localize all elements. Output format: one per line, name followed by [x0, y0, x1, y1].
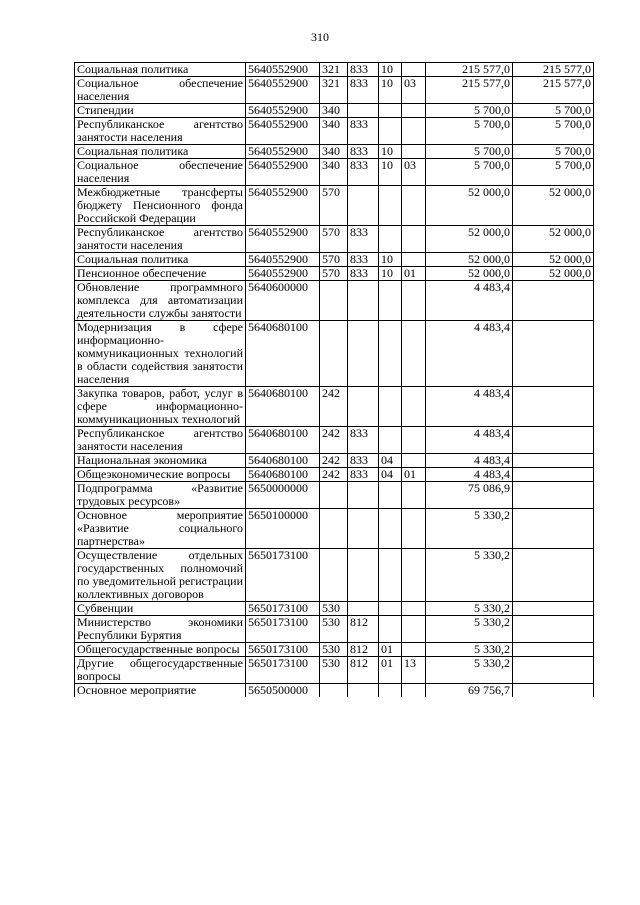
subsection-code [402, 387, 426, 427]
amount-first-year: 52 000,0 [426, 267, 513, 281]
amount-first-year: 5 330,2 [426, 643, 513, 657]
expense-type-code [320, 684, 348, 698]
expense-type-code [320, 482, 348, 509]
amount-first-year: 69 756,7 [426, 684, 513, 698]
expense-type-code [320, 549, 348, 602]
item-name: Социальное обеспечение населения [75, 159, 246, 186]
expense-type-code: 530 [320, 643, 348, 657]
subsection-code [402, 549, 426, 602]
expense-type-code [320, 509, 348, 549]
target-article-code: 5650173100 [246, 616, 320, 643]
item-name: Социальная политика [75, 253, 246, 267]
amount-second-year [513, 387, 594, 427]
table-row [75, 281, 594, 321]
amount-second-year: 5 700,0 [513, 145, 594, 159]
item-name: Республиканское агентство занятости населения [75, 226, 246, 253]
item-name: Пенсионное обеспечение [75, 267, 246, 281]
target-article-code: 5650173100 [246, 643, 320, 657]
target-article-code: 5650000000 [246, 482, 320, 509]
item-name: Другие общегосударственные вопросы [75, 657, 246, 684]
administrator-code [348, 509, 379, 549]
amount-first-year: 5 700,0 [426, 118, 513, 145]
table-row [75, 267, 594, 281]
subsection-code [402, 602, 426, 616]
amount-first-year: 52 000,0 [426, 186, 513, 226]
subsection-code: 03 [402, 77, 426, 104]
target-article-code: 5650500000 [246, 684, 320, 698]
table-row [75, 159, 594, 186]
table-row [75, 509, 594, 549]
table-row [75, 387, 594, 427]
table-row [75, 77, 594, 104]
section-code [379, 104, 402, 118]
amount-first-year: 5 330,2 [426, 616, 513, 643]
subsection-code [402, 509, 426, 549]
administrator-code: 812 [348, 616, 379, 643]
administrator-code [348, 186, 379, 226]
expense-type-code: 530 [320, 657, 348, 684]
target-article-code: 5640680100 [246, 454, 320, 468]
table-row [75, 602, 594, 616]
table-row [75, 226, 594, 253]
amount-second-year [513, 482, 594, 509]
item-name: Основное мероприятие «Развитие социального партнерства» [75, 509, 246, 549]
target-article-code: 5650100000 [246, 509, 320, 549]
target-article-code: 5640552900 [246, 226, 320, 253]
administrator-code: 833 [348, 267, 379, 281]
target-article-code: 5650173100 [246, 657, 320, 684]
section-code: 10 [379, 159, 402, 186]
amount-second-year: 52 000,0 [513, 267, 594, 281]
subsection-code [402, 321, 426, 387]
table-row [75, 427, 594, 454]
target-article-code: 5640680100 [246, 387, 320, 427]
amount-second-year [513, 616, 594, 643]
item-name: Субвенции [75, 602, 246, 616]
section-code: 10 [379, 77, 402, 104]
amount-second-year [513, 468, 594, 482]
item-name: Общеэкономические вопросы [75, 468, 246, 482]
section-code: 04 [379, 454, 402, 468]
target-article-code: 5650173100 [246, 602, 320, 616]
amount-first-year: 4 483,4 [426, 427, 513, 454]
amount-first-year: 4 483,4 [426, 321, 513, 387]
administrator-code: 833 [348, 77, 379, 104]
expense-type-code: 242 [320, 454, 348, 468]
item-name: Республиканское агентство занятости населения [75, 118, 246, 145]
item-name: Министерство экономики Республики Бурятия [75, 616, 246, 643]
amount-second-year [513, 427, 594, 454]
section-code [379, 549, 402, 602]
table-row [75, 643, 594, 657]
subsection-code [402, 104, 426, 118]
target-article-code: 5640552900 [246, 63, 320, 77]
administrator-code: 833 [348, 159, 379, 186]
target-article-code: 5640680100 [246, 468, 320, 482]
section-code: 04 [379, 468, 402, 482]
amount-first-year: 5 330,2 [426, 657, 513, 684]
amount-first-year: 75 086,9 [426, 482, 513, 509]
target-article-code: 5640552900 [246, 186, 320, 226]
amount-second-year [513, 549, 594, 602]
item-name: Межбюджетные трансферты бюджету Пенсионного фонда Российской Федерации [75, 186, 246, 226]
target-article-code: 5650173100 [246, 549, 320, 602]
target-article-code: 5640552900 [246, 104, 320, 118]
amount-second-year [513, 602, 594, 616]
amount-first-year: 5 330,2 [426, 602, 513, 616]
subsection-code: 13 [402, 657, 426, 684]
table-row [75, 482, 594, 509]
target-article-code: 5640552900 [246, 267, 320, 281]
expense-type-code: 340 [320, 118, 348, 145]
amount-first-year: 5 330,2 [426, 509, 513, 549]
section-code: 10 [379, 145, 402, 159]
expense-type-code: 242 [320, 468, 348, 482]
subsection-code: 03 [402, 159, 426, 186]
table-row [75, 657, 594, 684]
administrator-code: 833 [348, 145, 379, 159]
subsection-code [402, 616, 426, 643]
expense-type-code: 570 [320, 186, 348, 226]
subsection-code [402, 253, 426, 267]
amount-first-year: 4 483,4 [426, 468, 513, 482]
table-row [75, 468, 594, 482]
section-code: 01 [379, 657, 402, 684]
subsection-code [402, 482, 426, 509]
amount-second-year: 5 700,0 [513, 159, 594, 186]
item-name: Закупка товаров, работ, услуг в сфере информационно-коммуникационных технологий [75, 387, 246, 427]
page-number: 310 [311, 30, 329, 44]
item-name: Обновление программного комплекса для автоматизации деятельности службы занятости [75, 281, 246, 321]
administrator-code: 833 [348, 427, 379, 454]
expense-type-code: 570 [320, 253, 348, 267]
table-row [75, 549, 594, 602]
subsection-code [402, 63, 426, 77]
target-article-code: 5640552900 [246, 253, 320, 267]
section-code: 10 [379, 63, 402, 77]
section-code [379, 186, 402, 226]
item-name: Подпрограмма «Развитие трудовых ресурсов» [75, 482, 246, 509]
administrator-code [348, 602, 379, 616]
amount-first-year: 52 000,0 [426, 226, 513, 253]
target-article-code: 5640552900 [246, 118, 320, 145]
administrator-code [348, 549, 379, 602]
expense-type-code: 530 [320, 616, 348, 643]
amount-second-year [513, 509, 594, 549]
amount-first-year: 5 700,0 [426, 159, 513, 186]
table-row [75, 253, 594, 267]
amount-first-year: 4 483,4 [426, 281, 513, 321]
expense-type-code: 242 [320, 427, 348, 454]
section-code: 01 [379, 643, 402, 657]
item-name: Модернизация в сфере информационно-коммуникационных технологий в области содействия занятости населения [75, 321, 246, 387]
subsection-code: 01 [402, 267, 426, 281]
expense-type-code: 340 [320, 145, 348, 159]
administrator-code: 833 [348, 118, 379, 145]
amount-second-year [513, 321, 594, 387]
amount-first-year: 5 700,0 [426, 145, 513, 159]
item-name: Стипендии [75, 104, 246, 118]
administrator-code: 833 [348, 63, 379, 77]
amount-second-year [513, 657, 594, 684]
section-code [379, 616, 402, 643]
item-name: Национальная экономика [75, 454, 246, 468]
subsection-code [402, 118, 426, 145]
amount-second-year [513, 281, 594, 321]
section-code [379, 602, 402, 616]
target-article-code: 5640552900 [246, 145, 320, 159]
item-name: Социальная политика [75, 63, 246, 77]
section-code [379, 387, 402, 427]
section-code [379, 321, 402, 387]
budget-table [74, 62, 594, 697]
section-code [379, 226, 402, 253]
table-row [75, 454, 594, 468]
administrator-code: 833 [348, 468, 379, 482]
section-code: 10 [379, 267, 402, 281]
item-name: Республиканское агентство занятости населения [75, 427, 246, 454]
target-article-code: 5640680100 [246, 321, 320, 387]
expense-type-code: 340 [320, 104, 348, 118]
subsection-code [402, 643, 426, 657]
administrator-code [348, 387, 379, 427]
amount-first-year: 5 330,2 [426, 549, 513, 602]
subsection-code [402, 145, 426, 159]
table-row [75, 616, 594, 643]
item-name: Общегосударственные вопросы [75, 643, 246, 657]
amount-second-year: 52 000,0 [513, 253, 594, 267]
table-row [75, 145, 594, 159]
amount-first-year: 5 700,0 [426, 104, 513, 118]
amount-second-year: 215 577,0 [513, 77, 594, 104]
amount-second-year: 52 000,0 [513, 186, 594, 226]
section-code [379, 684, 402, 698]
section-code [379, 427, 402, 454]
administrator-code [348, 321, 379, 387]
administrator-code: 833 [348, 253, 379, 267]
subsection-code [402, 427, 426, 454]
item-name: Осуществление отдельных государственных полномочий по уведомительной регистрации коллективных договоров [75, 549, 246, 602]
target-article-code: 5640680100 [246, 427, 320, 454]
expense-type-code: 570 [320, 267, 348, 281]
amount-first-year: 4 483,4 [426, 387, 513, 427]
item-name: Социальное обеспечение населения [75, 77, 246, 104]
subsection-code [402, 281, 426, 321]
subsection-code [402, 454, 426, 468]
amount-second-year [513, 454, 594, 468]
expense-type-code: 321 [320, 63, 348, 77]
administrator-code: 812 [348, 643, 379, 657]
administrator-code: 833 [348, 454, 379, 468]
subsection-code [402, 226, 426, 253]
administrator-code [348, 104, 379, 118]
table-row [75, 684, 594, 698]
section-code: 10 [379, 253, 402, 267]
section-code [379, 482, 402, 509]
item-name: Социальная политика [75, 145, 246, 159]
amount-first-year: 4 483,4 [426, 454, 513, 468]
administrator-code: 833 [348, 226, 379, 253]
item-name: Основное мероприятие [75, 684, 246, 698]
amount-second-year: 52 000,0 [513, 226, 594, 253]
section-code [379, 281, 402, 321]
subsection-code [402, 684, 426, 698]
subsection-code: 01 [402, 468, 426, 482]
subsection-code [402, 186, 426, 226]
table-row [75, 118, 594, 145]
administrator-code [348, 684, 379, 698]
amount-second-year [513, 684, 594, 698]
expense-type-code: 321 [320, 77, 348, 104]
target-article-code: 5640552900 [246, 159, 320, 186]
amount-second-year: 5 700,0 [513, 104, 594, 118]
target-article-code: 5640600000 [246, 281, 320, 321]
section-code [379, 118, 402, 145]
expense-type-code: 530 [320, 602, 348, 616]
amount-first-year: 215 577,0 [426, 77, 513, 104]
expense-type-code: 340 [320, 159, 348, 186]
section-code [379, 509, 402, 549]
expense-type-code [320, 321, 348, 387]
amount-first-year: 215 577,0 [426, 63, 513, 77]
amount-second-year [513, 643, 594, 657]
expense-type-code [320, 281, 348, 321]
table-row [75, 104, 594, 118]
table-body [75, 63, 594, 698]
expense-type-code: 242 [320, 387, 348, 427]
amount-second-year: 215 577,0 [513, 63, 594, 77]
administrator-code [348, 281, 379, 321]
administrator-code: 812 [348, 657, 379, 684]
target-article-code: 5640552900 [246, 77, 320, 104]
table-row [75, 186, 594, 226]
amount-second-year: 5 700,0 [513, 118, 594, 145]
amount-first-year: 52 000,0 [426, 253, 513, 267]
administrator-code [348, 482, 379, 509]
table-row [75, 321, 594, 387]
table-row [75, 63, 594, 77]
expense-type-code: 570 [320, 226, 348, 253]
